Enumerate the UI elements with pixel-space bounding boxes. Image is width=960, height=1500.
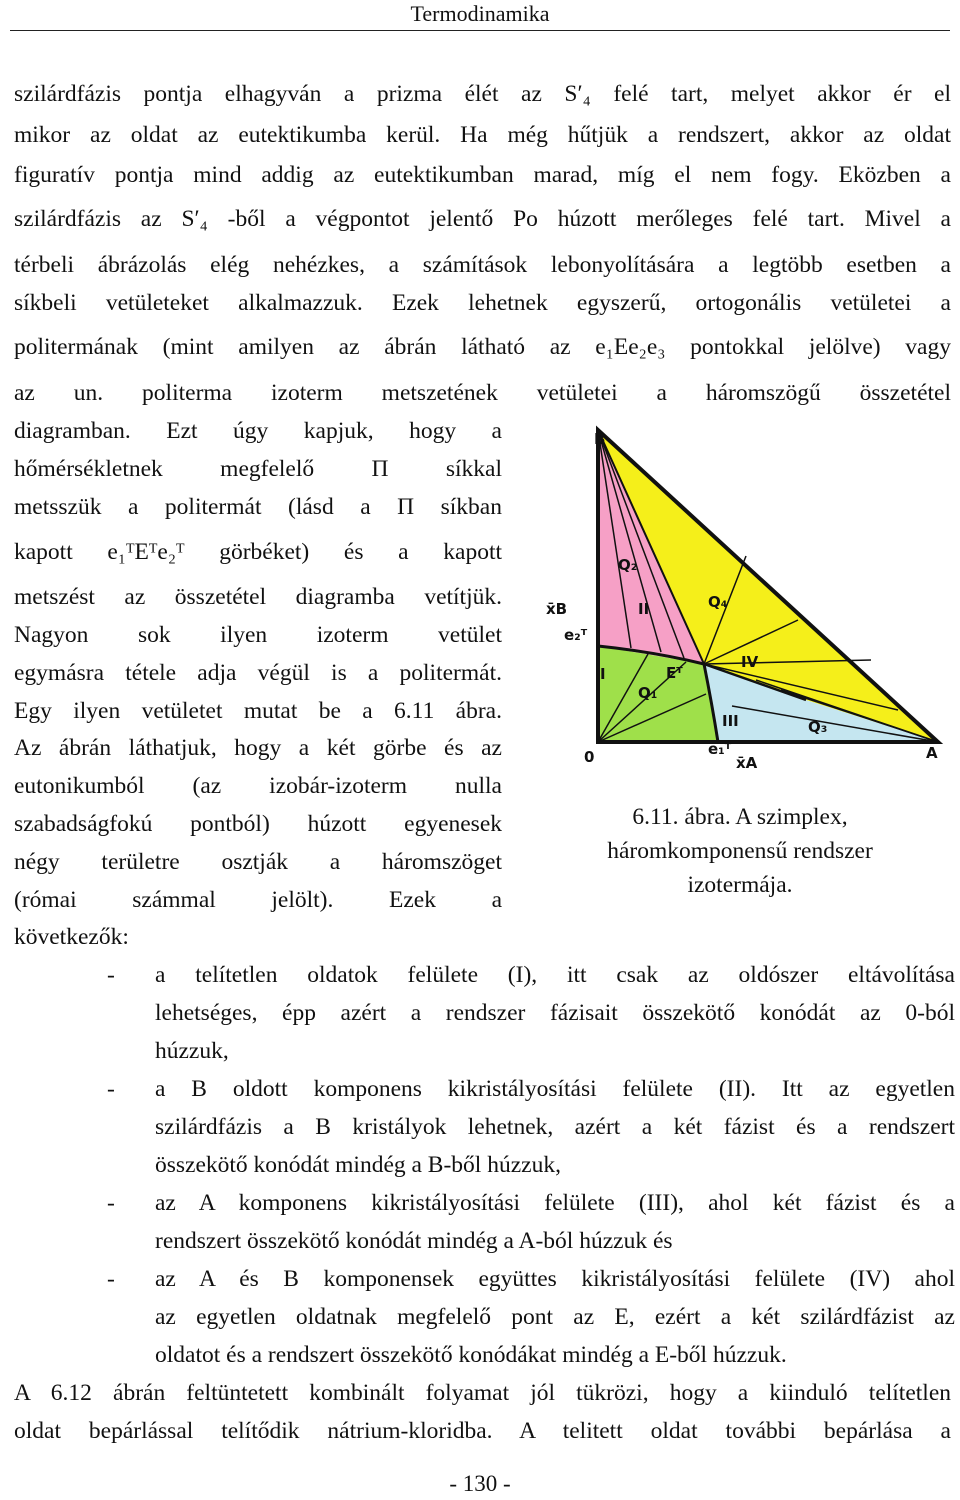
list-dash-4: - <box>107 1266 115 1292</box>
text-line-15: egymásra tétele adja végül is a politermát. <box>14 660 502 686</box>
label-a: A <box>926 744 938 762</box>
label-et: Eᵀ <box>666 664 683 682</box>
text-line-10: hőmérsékletnek megfelelő Π síkkal <box>14 456 502 482</box>
header-rule <box>10 30 950 31</box>
text-line-3: figuratív pontja mind addig az eutektikumban marad, míg el nem fogy. Eközben a <box>14 162 951 188</box>
figure-caption <box>560 800 920 902</box>
label-xa: x̄A <box>736 754 758 772</box>
text-line-16: Egy ilyen vetületet mutat be a 6.11 ábra. <box>14 698 502 724</box>
label-b: B <box>594 430 606 448</box>
text-line-4: szilárdfázis az S′₄ -ből a végpontot jelentő Po húzott merőleges felé tart. Mivel a <box>14 206 951 232</box>
text-line-18: eutonikumból (az izobár-izoterm nulla <box>14 773 502 799</box>
text-line-22: következők: <box>14 924 129 950</box>
text-line-17: Az ábrán láthatjuk, hogy a két görbe és az <box>14 735 502 761</box>
text-line-6: síkbeli vetületeket alkalmazzuk. Ezek lehetnek egyszerű, ortogonális vetületei a <box>14 290 951 316</box>
text-line-21: (római számmal jelölt). Ezek a <box>14 887 502 913</box>
list-dash-2: - <box>107 1076 115 1102</box>
list-item-3-line-2: rendszert összekötő konódát mindég a A-ból húzzuk és <box>155 1228 673 1254</box>
list-item-4-line-1: az A és B komponensek együttes kikristályosítási felülete (IV) ahol <box>155 1266 955 1292</box>
list-item-4-line-3: oldatot és a rendszert összekötő konódákat mindég a E-ből húzzuk. <box>155 1342 787 1368</box>
label-q2: Q₂ <box>618 556 638 574</box>
text-line-32: A 6.12 ábrán feltüntetett kombinált folyamat jól tükrözi, hogy a kiinduló telítetlen <box>14 1380 951 1406</box>
text-line-1: szilárdfázis pontja elhagyván a prizma élét az S′₄ felé tart, melyet akkor ér el <box>14 81 951 107</box>
list-dash-3: - <box>107 1190 115 1216</box>
label-q3: Q₃ <box>808 718 828 736</box>
page-number: - 130 - <box>449 1471 511 1496</box>
label-q1: Q₁ <box>638 684 658 702</box>
list-item-4-line-2: az egyetlen oldatnak megfelelő pont az E, ezért a két szilárdfázist az <box>155 1304 955 1330</box>
label-e2t: e₂ᵀ <box>564 626 588 644</box>
caption-line-2: háromkomponensű rendszer <box>607 838 873 864</box>
text-line-7: politermának (mint amilyen az ábrán látható az e₁Ee₂e₃ pontokkal jelölve) vagy <box>14 334 951 360</box>
label-iii: III <box>722 712 739 730</box>
text-line-2: mikor az oldat az eutektikumba kerül. Ha még hűtjük a rendszert, akkor az oldat <box>14 122 951 148</box>
list-item-2-line-2: szilárdfázis a B kristályok lehetnek, azért a két fázist és a rendszert <box>155 1114 955 1140</box>
list-dash-1: - <box>107 962 115 988</box>
list-item-2-line-1: a B oldott komponens kikristályosítási felülete (II). Itt az egyetlen <box>155 1076 955 1102</box>
running-header: Termodinamika <box>410 1 550 26</box>
label-i: I <box>600 665 606 683</box>
label-iv: IV <box>741 653 759 671</box>
text-line-11: metsszük a politermát (lásd a Π síkban <box>14 494 502 520</box>
list-item-1-line-1: a telítetlen oldatok felülete (I), itt csak az oldószer eltávolítása <box>155 962 955 988</box>
label-e1t: e₁ᵀ <box>708 740 732 758</box>
text-line-19: szabadságfokú pontból) húzott egyenesek <box>14 811 502 837</box>
list-item-1-line-2: lehetséges, épp azért a rendszer fázisait összekötő konódát az 0-ból <box>155 1000 955 1026</box>
label-q4: Q₄ <box>708 593 728 611</box>
text-line-13: metszést az összetétel diagramba vetítjük. <box>14 584 502 610</box>
text-line-8: az un. politerma izoterm metszetének vetületei a háromszögű összetétel <box>14 380 951 406</box>
caption-line-1: 6.11. ábra. A szimplex, <box>632 804 848 830</box>
ternary-isotherm-figure <box>536 424 956 784</box>
label-o: 0 <box>584 748 595 766</box>
text-line-14: Nagyon sok ilyen izoterm vetület <box>14 622 502 648</box>
list-item-2-line-3: összekötő konódát mindég a B-ből húzzuk, <box>155 1152 561 1178</box>
text-line-33: oldat bepárlással telítődik nátrium-kloridba. A telitett oldat további bepárlása a <box>14 1418 951 1444</box>
caption-line-3: izotermája. <box>687 872 793 898</box>
text-line-9: diagramban. Ezt úgy kapjuk, hogy a <box>14 418 502 444</box>
label-ii: II <box>638 600 650 618</box>
label-xb: x̄B <box>546 600 568 618</box>
list-item-3-line-1: az A komponens kikristályosítási felülete (III), ahol két fázist és a <box>155 1190 955 1216</box>
list-item-1-line-3: húzzuk, <box>155 1038 229 1064</box>
text-line-5: térbeli ábrázolás elég nehézkes, a számítások lebonyolítására a legtöbb esetben a <box>14 252 951 278</box>
text-line-12: kapott e₁ᵀEᵀe₂ᵀ görbéket) és a kapott <box>14 539 502 565</box>
text-line-20: négy területre osztják a háromszöget <box>14 849 502 875</box>
